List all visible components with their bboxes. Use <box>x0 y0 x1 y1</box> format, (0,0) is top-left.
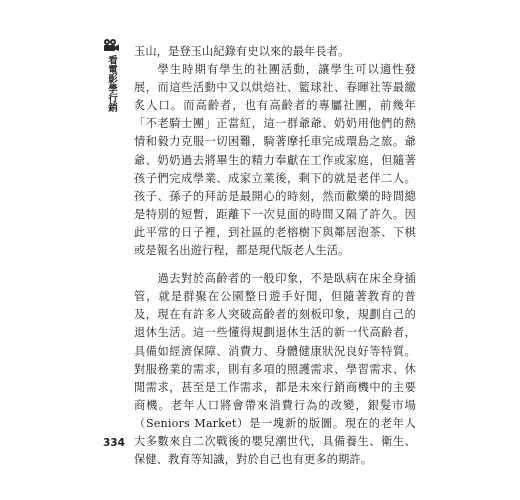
page-number: 334 <box>103 437 125 449</box>
paragraph-senior-market: 過去對於高齡者的一般印象，不是臥病在床全身插管，就是群聚在公園整日遊手好閒，但隨著教育的普及，現在有許多人突破高齡者的刻板印象，規劃自己的退休生活。這一些懂得規劃退休生活的新一代高齡者，具備如經濟保障、消費力、身體健康狀況良好等特質。對服務業的需求，則有多項的照護需求、學習需求、休閒需求，甚至是工作需求，都是未來行銷商機中的主要商機。老年人口將會帶來消費行為的改變，銀髮市場（Seniors Market）是一塊新的版圖。現在的老年人大多數來自二次戰後的嬰兒潮世代，具備養生、衛生、保健、教育等知識，對於自己也有更多的期許。 <box>134 272 416 467</box>
film-camera-icon <box>102 38 120 52</box>
paragraph-senior-clubs: 學生時期有學生的社團活動，讓學生可以適性發展，而這些活動中又以烘焙社、籃球社、春暉社等最繳炙人口。而高齡者，也有高齡者的專屬社團，前幾年「不老騎士團」正當紅，這一群爺爺、奶奶用他們的熱情和毅力克服一切困難，騎著摩托車完成環島之旅。爺爺、奶奶過去將畢生的精力奉獻在工作或家庭，但隨著孩子們完成學業、成家立業後，剩下的就是老伴二人。孩子、孫子的拜訪是最開心的時刻，然而歡樂的時間總是特別的短暫，距離下一次見面的時間又隔了許久。因此平常的日子裡，到社區的老榕樹下與鄰居泡茶、下棋或是報名出遊行程，都是現代版老人生活。 <box>134 63 416 258</box>
book-title: 看電影學行銷 <box>106 55 117 112</box>
body-text <box>134 43 416 469</box>
paragraph-continued: 玉山，是登玉山紀錄有史以來的最年長者。 <box>134 45 350 58</box>
running-header <box>100 38 122 112</box>
